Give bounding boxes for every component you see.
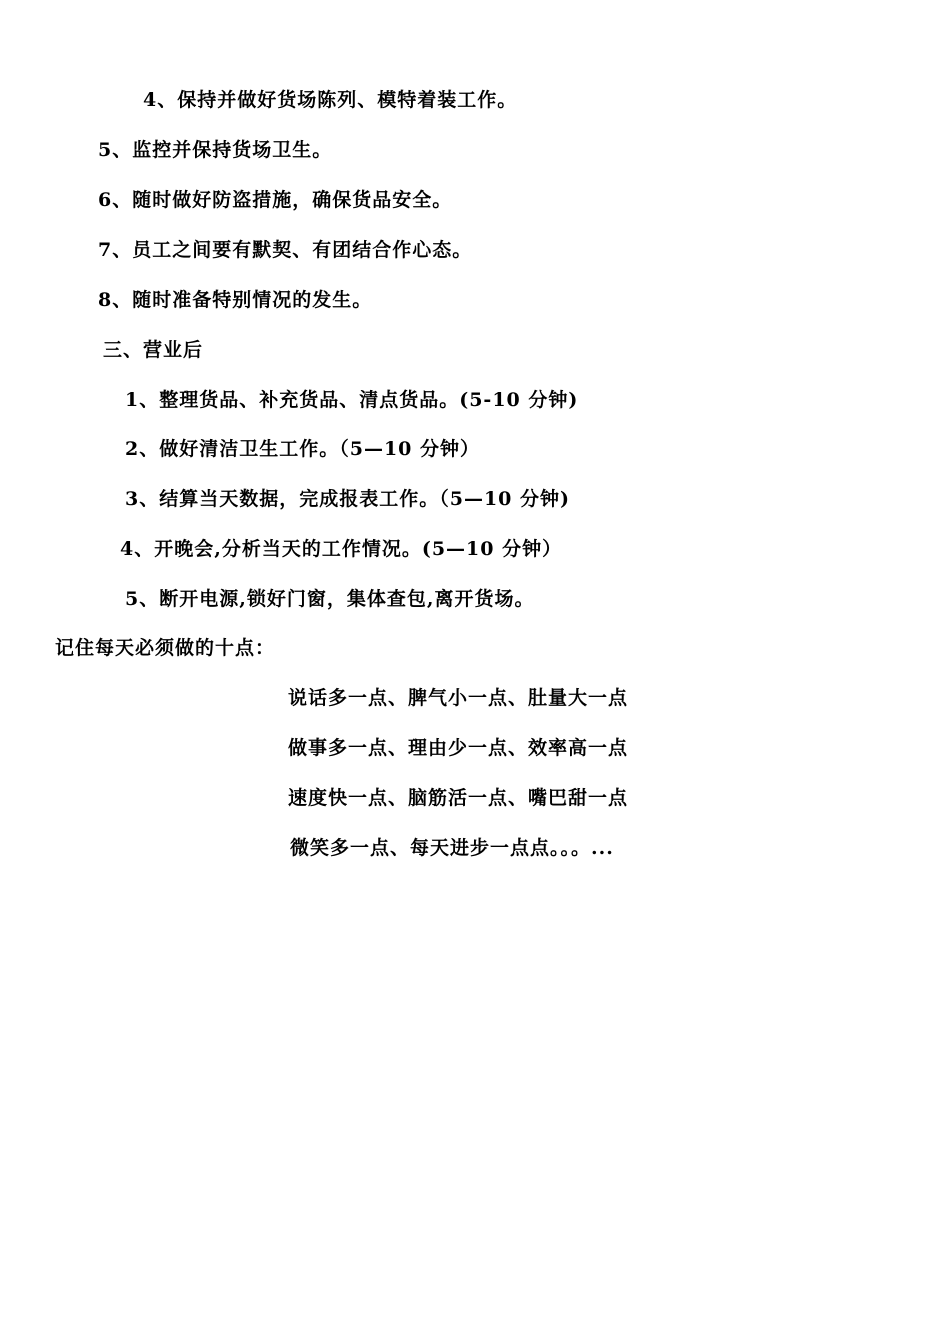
- ten-points-line-4: 微笑多一点、每天进步一点点。。。...: [290, 837, 614, 859]
- list-item-settle-data: 3、结算当天数据，完成报表工作。（5—10 分钟): [125, 488, 570, 510]
- list-item-evening-meeting: 4、开晚会,分析当天的工作情况。(5—10 分钟）: [120, 538, 563, 560]
- ten-points-line-2: 做事多一点、理由少一点、效率高一点: [288, 737, 629, 759]
- ten-points-line-1: 说话多一点、脾气小一点、肚量大一点: [288, 687, 629, 709]
- list-item-theft-prevention: 6、随时做好防盗措施，确保货品安全。: [98, 189, 453, 211]
- ten-points-line-3: 速度快一点、脑筋活一点、嘴巴甜一点: [288, 787, 629, 809]
- section-heading-after-business: 三、营业后: [103, 339, 204, 361]
- list-item-arrange-goods: 1、整理货品、补充货品、清点货品。(5-10 分钟): [125, 389, 579, 411]
- list-item-teamwork: 7、员工之间要有默契、有团结合作心态。: [98, 239, 473, 261]
- list-item-cleaning: 2、做好清洁卫生工作。（5—10 分钟）: [125, 438, 480, 460]
- list-item-power-off-lock: 5、断开电源,锁好门窗，集体查包,离开货场。: [125, 588, 535, 610]
- list-item-monitor-hygiene: 5、监控并保持货场卫生。: [98, 139, 333, 161]
- ten-points-heading: 记住每天必须做的十点：: [55, 637, 276, 659]
- list-item-prepare-special: 8、随时准备特别情况的发生。: [98, 289, 373, 311]
- list-item-keep-display: 4、保持并做好货场陈列、模特着装工作。: [143, 89, 518, 111]
